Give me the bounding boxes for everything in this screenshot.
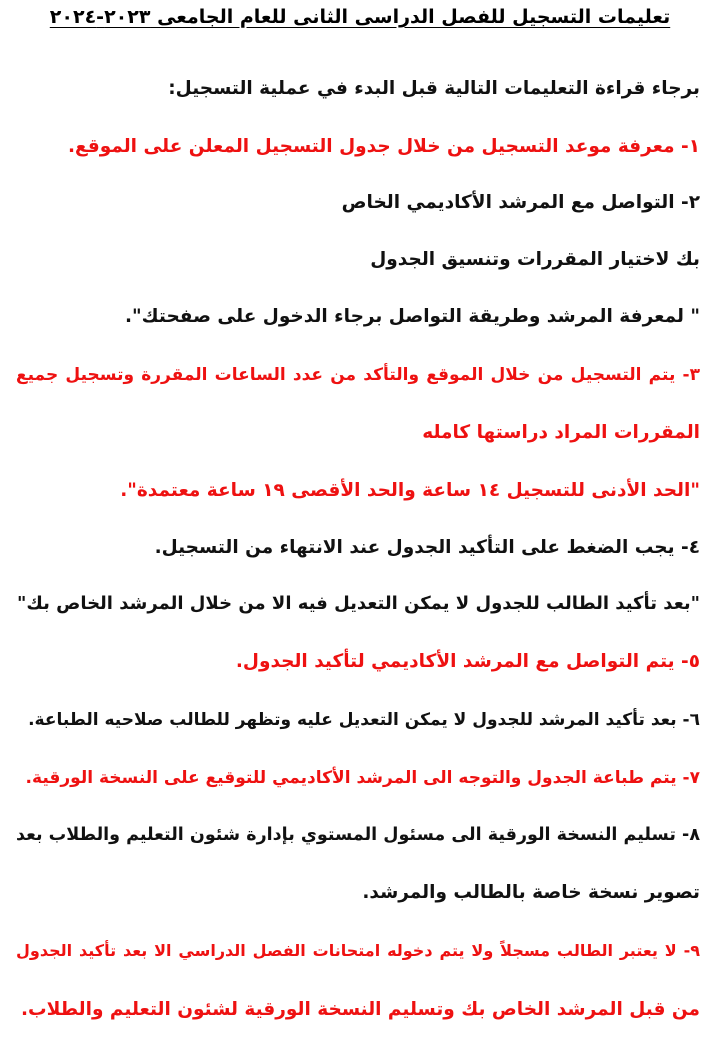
instruction-9: ٩- لا يعتبر الطالب مسجلاً ولا يتم دخوله امتحانات الفصل الدراسي الا بعد تأكيد الجدول: [16, 941, 700, 960]
page-title: تعليمات التسجيل للفصل الدراسى الثانى للعام الجامعى ٢٠٢٣-٢٠٢٤: [49, 6, 671, 28]
instruction-2: ٢- التواصل مع المرشد الأكاديمي الخاص: [341, 192, 700, 213]
instruction-4: ٤- يجب الضغط على التأكيد الجدول عند الانتهاء من التسجيل.: [154, 537, 700, 558]
instruction-3: ٣- يتم التسجيل من خلال الموقع والتأكد من عدد الساعات المقررة وتسجيل جميع: [16, 365, 700, 385]
instruction-2-note: " لمعرفة المرشد وطريقة التواصل برجاء الدخول على صفحتك".: [125, 306, 700, 327]
instruction-7: ٧- يتم طباعة الجدول والتوجه الى المرشد الأكاديمي للتوقيع على النسخة الورقية.: [25, 768, 700, 788]
instruction-9-continued: من قبل المرشد الخاص بك وتسليم النسخة الورقية لشئون التعليم والطلاب.: [21, 999, 700, 1020]
intro-text: برجاء قراءة التعليمات التالية قبل البدء في عملية التسجيل:: [168, 78, 700, 99]
instruction-3-continued: المقررات المراد دراستها كامله: [422, 422, 700, 443]
instruction-5: ٥- يتم التواصل مع المرشد الأكاديمي لتأكيد الجدول.: [235, 651, 700, 672]
instruction-8-continued: تصوير نسخة خاصة بالطالب والمرشد.: [362, 882, 700, 903]
instruction-3-note: "الحد الأدنى للتسجيل ١٤ ساعة والحد الأقصى ١٩ ساعة معتمدة".: [120, 480, 700, 501]
instruction-1: ١- معرفة موعد التسجيل من خلال جدول التسجيل المعلن على الموقع.: [67, 136, 700, 157]
instruction-8: ٨- تسليم النسخة الورقية الى مسئول المستوي بإدارة شئون التعليم والطلاب بعد: [16, 825, 700, 845]
instruction-4-note: "بعد تأكيد الطالب للجدول لا يمكن التعديل فيه الا من خلال المرشد الخاص بك": [16, 593, 700, 614]
instruction-6: ٦- بعد تأكيد المرشد للجدول لا يمكن التعديل عليه وتظهر للطالب صلاحيه الطباعة.: [28, 710, 700, 730]
instruction-2-continued: بك لاختيار المقررات وتنسيق الجدول: [370, 249, 700, 270]
